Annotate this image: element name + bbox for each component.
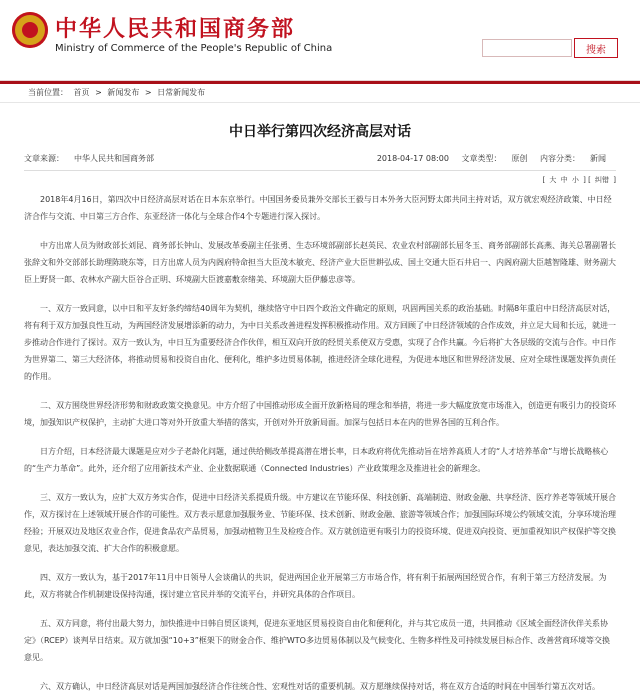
paragraph: 一、双方一致同意，以中日和平友好条约缔结40周年为契机，继续恪守中日四个政治文件确定的原则，巩固两国关系的政治基础。时隔8年重启中日经济高层对话，将有利于双方加强良性互动，为两国经济发展增添新的动力，为中日关系改善进程发挥积极推动作用。双方回顾了中日经济领域的合作成效，并立足大局和长远，就进一步推动合作进行了探讨。双方一致认为，中日互为重要经济合作伙伴，相互双向开放的经贸关系使双方受惠，实现了合作共赢。今后将扩大各层级的交流与合作。中日作为世界第二、第三大经济体，将推动贸易和投资自由化、便利化，维护多边贸易体制，推进经济全球化进程，为促进本地区和世界经济发展、应对全球性课题发挥负责任的作用。 <box>24 304 616 381</box>
paragraph: 五、双方同意，将付出最大努力，加快推进中日韩自贸区谈判，促进东亚地区贸易投资自由化和便利化，并与其它成员一道，共同推动《区域全面经济伙伴关系协定》（RCEP）谈判早日结束。双方就加强“10+3”框架下的财金合作、维护WTO多边贸易体制以及气候变化、生物多样性及可持续发展目标合作、改善营商环境等交换意见。 <box>24 619 610 662</box>
correction-link[interactable]: 纠错 <box>595 176 610 184</box>
breadcrumb <box>0 84 640 103</box>
paragraph: 三、双方一致认为，应扩大双方务实合作，促进中日经济关系提质升级。中方建议在节能环保、科技创新、高端制造、财政金融、共享经济、医疗养老等领域开展合作，双方探讨在上述领域开展合作的可能性。双方表示愿意加强服务业、节能环保、技术创新、财政金融、旅游等领域合作；加强国际环境公约领域交流，分享环境治理经验；开展双边及地区农业合作，促进食品农产品贸易，加强动植物卫生及检疫合作。双方就创造更有吸引力的投资环境、促进双向投资、更加重视知识产权保护等交换意见，表达加强交流、扩大合作的积极意愿。 <box>24 493 616 553</box>
site-title: 中华人民共和国商务部 <box>55 17 296 42</box>
paragraph: 2018年4月16日，第四次中日经济高层对话在日本东京举行。中国国务委员兼外交部长王毅与日本外务大臣河野太郎共同主持对话，双方就宏观经济政策、中日经济合作与交流、中日第三方合作、东亚经济一体化与全球合作4个专题进行深入探讨。 <box>24 195 612 221</box>
category-label: 内容分类： <box>540 154 580 163</box>
breadcrumb-separator: > <box>144 88 152 97</box>
paragraph: 中方出席人员为财政部长刘昆、商务部长钟山、发展改革委副主任张勇、生态环境部副部长赵英民、农业农村部副部长屈冬玉、商务部副部长高燕、海关总署副署长张辞文和外交部部长助理陈晓东等，日方出席人员为内阁府特命担当大臣茂木敏充、经济产业大臣世耕弘成、国土交通大臣石井启一、内阁府副大臣越智隆雄、财务副大臣上野贤一郎、农林水产副大臣谷合正明、环境副大臣渡嘉敷奈绪美、环境副大臣伊藤忠彦等。 <box>24 241 616 284</box>
meta-right <box>377 153 616 164</box>
font-small-link[interactable]: 小 <box>571 176 579 184</box>
paragraph: 四、双方一致认为，基于2017年11月中日领导人会谈确认的共识，促进两国企业开展第三方市场合作，将有利于拓展两国经贸合作，有利于第三方经济发展。为此，双方将就合作机制建设保持沟通，探讨建立官民并举的交流平台，并研究具体的合作项目。 <box>24 573 607 599</box>
tool-bracket: ] [ <box>583 176 591 184</box>
paragraph: 二、双方围绕世界经济形势和财政政策交换意见。中方介绍了中国推动形成全面开放新格局的理念和举措，将进一步大幅度放宽市场准入，创造更有吸引力的投资环境，加强知识产权保护，主动扩大进口等对外开放重大举措的落实，开创对外开放新局面。加深与包括日本在内的世界各国的互利合作。 <box>24 401 616 427</box>
type-label: 文章类型： <box>461 154 502 163</box>
paragraph: 日方介绍，日本经济最大课题是应对少子老龄化问题，通过供给侧改革提高潜在增长率，日本政府将优先推动旨在培养高质人才的“人才培养革命”与增长战略核心的“生产力革命”。此外，还介绍了应用新技术产业、企业数据联通（Connected Industries）产业政策理念及推进社会的新理念。 <box>24 447 609 473</box>
breadcrumb-home-link[interactable]: 首页 <box>73 88 90 97</box>
meta-left <box>24 153 164 164</box>
article-meta <box>24 153 616 171</box>
search-area <box>482 38 618 58</box>
breadcrumb-daily-link[interactable]: 日常新闻发布 <box>157 88 206 97</box>
article-tools <box>24 175 616 185</box>
national-emblem-icon <box>12 12 48 48</box>
type-value: 原创 <box>511 154 528 163</box>
source-value: 中华人民共和国商务部 <box>74 154 154 163</box>
site-header <box>0 0 640 81</box>
search-input[interactable] <box>482 39 572 57</box>
site-subtitle: Ministry of Commerce of the People's Republic of China <box>55 43 333 54</box>
time-value: 2018-04-17 08:00 <box>376 154 449 163</box>
paragraph: 六、双方确认，中日经济高层对话是两国加强经济合作往统合性、宏观性对话的重要机制。双方愿继续保持对话，将在双方合适的时间在中国举行第五次对话。 <box>40 682 600 691</box>
article <box>24 121 616 695</box>
category-value: 新闻 <box>590 154 606 163</box>
search-button[interactable]: 搜索 <box>574 38 618 58</box>
breadcrumb-news-link[interactable]: 新闻发布 <box>107 88 140 97</box>
tool-bracket: [ <box>542 176 546 184</box>
tool-bracket: ] <box>613 176 616 184</box>
article-title: 中日举行第四次经济高层对话 <box>229 124 411 140</box>
font-medium-link[interactable]: 中 <box>560 176 568 184</box>
font-large-link[interactable]: 大 <box>549 176 557 184</box>
breadcrumb-prefix: 当前位置： <box>28 88 68 97</box>
breadcrumb-separator: > <box>95 88 102 97</box>
source-label: 文章来源： <box>24 154 64 163</box>
